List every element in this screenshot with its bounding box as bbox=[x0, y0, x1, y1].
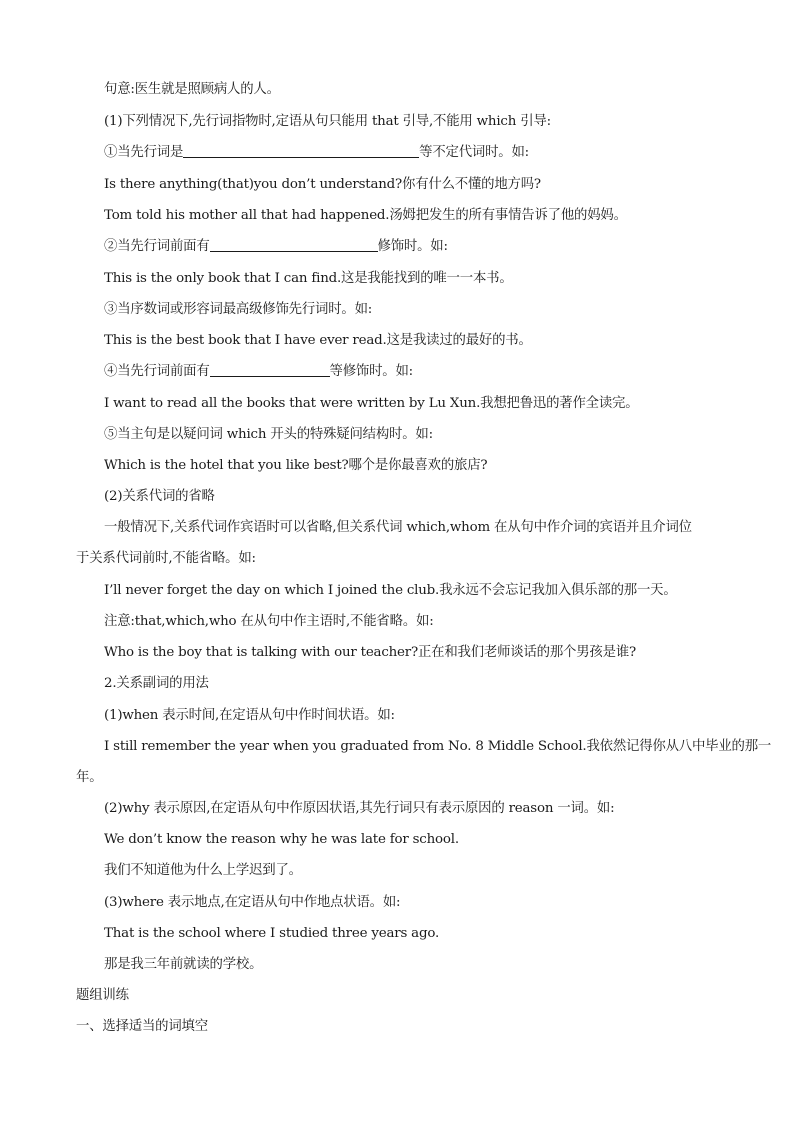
rule-1b-line bbox=[104, 237, 448, 257]
example-line: 年。 bbox=[76, 770, 103, 785]
rule-1a-suffix: 等不定代词时。如: bbox=[419, 145, 529, 160]
rule-2-heading: (2)关系代词的省略 bbox=[104, 489, 215, 504]
rule-when-line: (1)when 表示时间,在定语从句中作时间状语。如: bbox=[104, 708, 395, 723]
rule-1a-prefix: ①当先行词是 bbox=[104, 145, 184, 160]
example-line: Who is the boy that is talking with our teacher?正在和我们老师谈话的那个男孩是谁? bbox=[104, 645, 636, 660]
rule-why-line: (2)why 表示原因,在定语从句中作原因状语,其先行词只有表示原因的 reason 一词。如: bbox=[104, 801, 615, 816]
fill-blank-2[interactable] bbox=[210, 237, 378, 252]
example-line: Which is the hotel that you like best?哪个是你最喜欢的旅店? bbox=[104, 458, 488, 473]
rule-1a-line bbox=[104, 143, 529, 163]
translation-line: 我们不知道他为什么上学迟到了。 bbox=[104, 863, 302, 878]
rule-1b-prefix: ②当先行词前面有 bbox=[104, 239, 210, 254]
paragraph-line: 于关系代词前时,不能省略。如: bbox=[76, 551, 256, 566]
example-line: We don’t know the reason why he was late for school. bbox=[104, 832, 459, 847]
example-line: I’ll never forget the day on which I joined the club.我永远不会忘记我加入俱乐部的那一天。 bbox=[104, 583, 677, 598]
rule-1d-prefix: ④当先行词前面有 bbox=[104, 364, 210, 379]
exercise-group-heading: 题组训练 bbox=[76, 988, 129, 1003]
example-line: This is the best book that I have ever read.这是我读过的最好的书。 bbox=[104, 333, 532, 348]
example-line: I want to read all the books that were written by Lu Xun.我想把鲁迅的著作全读完。 bbox=[104, 396, 639, 411]
example-line: Tom told his mother all that had happened.汤姆把发生的所有事情告诉了他的妈妈。 bbox=[104, 208, 627, 223]
rule-1d-line bbox=[104, 362, 413, 382]
example-line: Is there anything(that)you don’t understand?你有什么不懂的地方吗? bbox=[104, 177, 541, 192]
fill-blank-1[interactable] bbox=[183, 143, 419, 158]
paragraph-line: 一般情况下,关系代词作宾语时可以省略,但关系代词 which,whom 在从句中作介词的宾语并且介词位 bbox=[104, 520, 692, 535]
rule-1d-suffix: 等修饰时。如: bbox=[329, 364, 413, 379]
exercise-section-heading: 一、选择适当的词填空 bbox=[76, 1019, 208, 1034]
rule-1e-line: ⑤当主句是以疑问词 which 开头的特殊疑问结构时。如: bbox=[104, 427, 433, 442]
example-line: This is the only book that I can find.这是我能找到的唯一一本书。 bbox=[104, 271, 513, 286]
sentence-meaning-line: 句意:医生就是照顾病人的人。 bbox=[104, 82, 280, 97]
rule-where-line: (3)where 表示地点,在定语从句中作地点状语。如: bbox=[104, 895, 401, 910]
fill-blank-3[interactable] bbox=[210, 362, 330, 377]
rule-1-heading: (1)下列情况下,先行词指物时,定语从句只能用 that 引导,不能用 which 引导: bbox=[104, 114, 551, 129]
example-line: I still remember the year when you graduated from No. 8 Middle School.我依然记得你从八中毕业的那一 bbox=[104, 739, 772, 754]
section-2-heading: 2.关系副词的用法 bbox=[104, 676, 209, 691]
rule-1b-suffix: 修饰时。如: bbox=[377, 239, 448, 254]
note-line: 注意:that,which,who 在从句中作主语时,不能省略。如: bbox=[104, 614, 434, 629]
translation-line: 那是我三年前就读的学校。 bbox=[104, 957, 263, 972]
rule-1c-line: ③当序数词或形容词最高级修饰先行词时。如: bbox=[104, 302, 373, 317]
example-line: That is the school where I studied three years ago. bbox=[104, 926, 440, 941]
